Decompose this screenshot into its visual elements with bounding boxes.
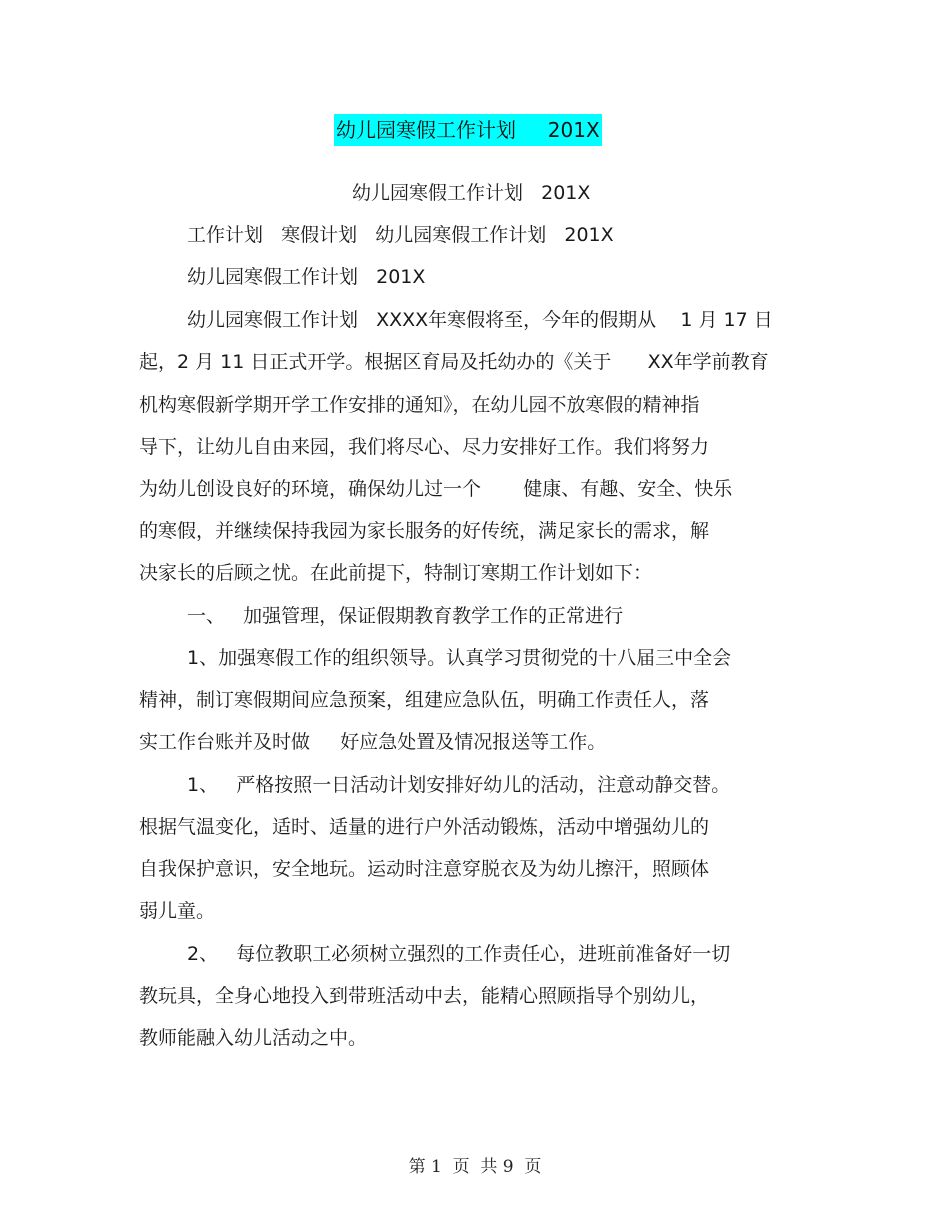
page-footer: 第 1 页 共 9 页 bbox=[408, 1157, 542, 1177]
paragraph-line: 幼儿园寒假工作计划 XXXX年寒假将至，今年的假期从 1 月 17 日 bbox=[187, 309, 773, 331]
paragraph-line: 机构寒假新学期开学工作安排的通知》，在幼儿园不放寒假的精神指 bbox=[139, 394, 700, 416]
paragraph-line: 2、 每位教职工必须树立强烈的工作责任心，进班前准备好一切 bbox=[187, 943, 731, 965]
paragraph-line: 1、加强寒假工作的组织领导。认真学习贯彻党的十八届三中全会 bbox=[187, 647, 732, 669]
paragraph-line: 教玩具，全身心地投入到带班活动中去，能精心照顾指导个别幼儿， bbox=[139, 985, 710, 1007]
paragraph-line: 根据气温变化，适时、适量的进行户外活动锻炼，活动中增强幼儿的 bbox=[139, 816, 710, 838]
paragraph-line: 幼儿园寒假工作计划 201X bbox=[187, 266, 426, 288]
subtitle-line: 幼儿园寒假工作计划 201X bbox=[352, 182, 591, 204]
document-title: 幼儿园寒假工作计划 201X bbox=[334, 114, 602, 146]
paragraph-line: 为幼儿创设良好的环境，确保幼儿过一个 健康、有趣、安全、快乐 bbox=[139, 478, 733, 500]
paragraph-line: 实工作台账并及时做 好应急处置及情况报送等工作。 bbox=[139, 731, 607, 753]
paragraph-line: 的寒假，并继续保持我园为家长服务的好传统，满足家长的需求，解 bbox=[139, 520, 710, 542]
paragraph-line: 弱儿童。 bbox=[139, 900, 216, 922]
paragraph-line: 决家长的后顾之忧。在此前提下，特制订寒期工作计划如下： bbox=[139, 562, 653, 584]
paragraph-line: 导下，让幼儿自由来园，我们将尽心、尽力安排好工作。我们将努力 bbox=[139, 436, 710, 458]
section-heading: 一、 加强管理，保证假期教育教学工作的正常进行 bbox=[187, 605, 624, 627]
paragraph-line: 精神，制订寒假期间应急预案，组建应急队伍，明确工作责任人，落 bbox=[139, 689, 710, 711]
paragraph-line: 1、 严格按照一日活动计划安排好幼儿的活动，注意动静交替。 bbox=[187, 774, 731, 796]
paragraph-line: 自我保护意识，安全地玩。运动时注意穿脱衣及为幼儿擦汗，照顾体 bbox=[139, 858, 710, 880]
paragraph-line: 工作计划 寒假计划 幼儿园寒假工作计划 201X bbox=[187, 224, 614, 246]
paragraph-line: 起，2 月 11 日正式开学。根据区育局及托幼办的《关于 XX年学前教育 bbox=[139, 351, 769, 373]
paragraph-line: 教师能融入幼儿活动之中。 bbox=[139, 1027, 368, 1049]
